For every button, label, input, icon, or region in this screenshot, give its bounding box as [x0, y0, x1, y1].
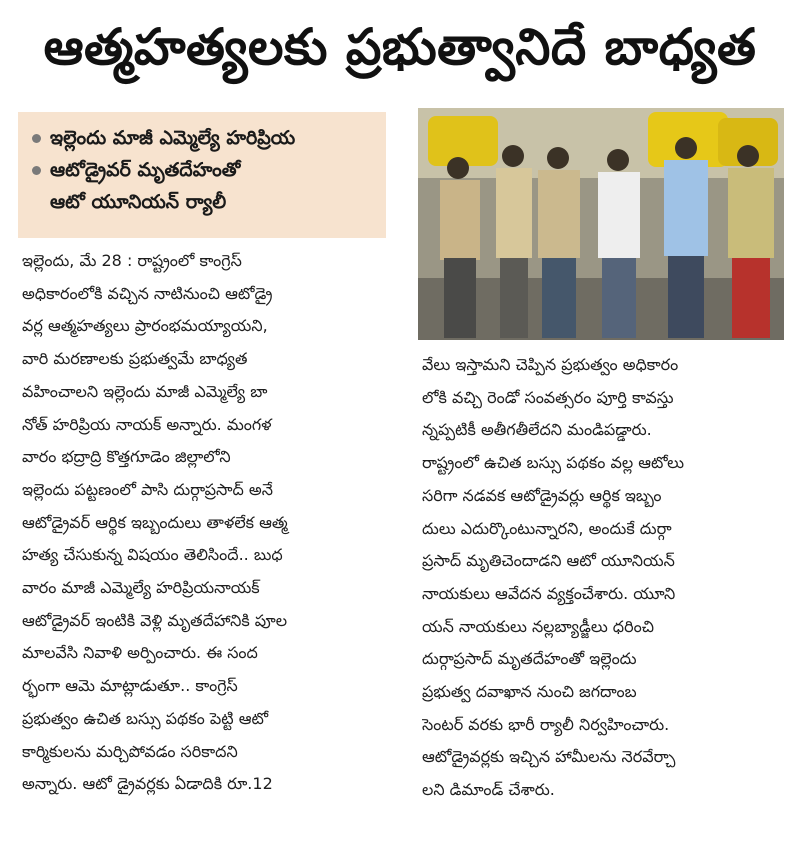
bullet-icon: [32, 134, 41, 143]
article-line: ఆటోడ్రైవర్లకు ఇచ్చిన హామీలను నెరవేర్చా: [422, 747, 676, 767]
bullet-icon: [32, 166, 41, 175]
highlight-line: ఆటో యూనియన్ ర్యాలీ: [50, 191, 227, 213]
article-line: ప్రసాద్ మృతిచెందాడని ఆటో యూనియన్: [422, 551, 675, 571]
highlight-line: ఇల్లెందు మాజీ ఎమ్మెల్యే హరిప్రియ: [50, 127, 296, 149]
article-line: ప్రభుత్వం ఉచిత బస్సు పథకం పెట్టి ఆటో: [22, 708, 269, 728]
article-line: కార్మికులను మర్చిపోవడం సరికాదని: [22, 741, 238, 761]
headline: ఆత్మహత్యలకు ప్రభుత్వానిదే బాధ్యత: [43, 18, 757, 76]
article-line: ఇల్లెందు పట్టణంలో పాసి దుర్గాప్రసాద్ అనే: [22, 479, 273, 499]
article-line: లోకి వచ్చి రెండో సంవత్సరం పూర్తి కావస్తు: [422, 387, 674, 407]
article-line: నాయకులు ఆవేదన వ్యక్తంచేశారు. యూని: [422, 583, 676, 603]
article-line: లని డిమాండ్ చేశారు.: [422, 780, 555, 800]
article-line: వహించాలని ఇల్లెందు మాజీ ఎమ్మెల్యే బా: [22, 381, 268, 401]
article-line: ఆటోడ్రైవర్ ఆర్థిక ఇబ్బందులు తాళలేక ఆత్మ: [22, 512, 288, 532]
article-line: వేలు ఇస్తామని చెప్పిన ప్రభుత్వం అధికారం: [422, 355, 679, 374]
article-line: సెంటర్ వరకు భారీ ర్యాలీ నిర్వహించారు.: [422, 714, 670, 734]
article-line: వారం మాజీ ఎమ్మెల్యే హరిప్రియనాయక్: [22, 578, 260, 598]
highlights-box: [18, 112, 386, 238]
article-line: ప్రభుత్వ దవాఖాన నుంచి జగదాంబ: [422, 682, 637, 702]
article-line: న్నప్పటికీ అతీగతీలేదని మండిపడ్డారు.: [422, 420, 652, 440]
article-line: యన్ నాయకులు నల్లబ్యాడ్జీలు ధరించి: [422, 616, 654, 636]
article-line: ఇల్లెందు, మే 28 : రాష్ట్రంలో కాంగ్రెస్: [22, 251, 242, 270]
highlight-item: [30, 154, 374, 218]
highlight-item: [30, 122, 374, 154]
rally-photo-illustration: [418, 108, 784, 340]
article-left-column: [22, 245, 386, 801]
article-line: నోత్ హరిప్రియ నాయక్ అన్నారు. మంగళ: [22, 414, 272, 434]
article-line: సరిగా నడవక ఆటోడ్రైవర్లు ఆర్థిక ఇబ్బం: [422, 485, 662, 505]
article-line: దులు ఎదుర్కొంటున్నారని, అందుకే దుర్గా: [422, 518, 672, 538]
article-line: ర్భంగా ఆమె మాట్లాడుతూ.. కాంగ్రెస్: [22, 676, 238, 696]
article-line: వారి మరణాలకు ప్రభుత్వమే బాధ్యత: [22, 349, 248, 369]
article-right-column: [422, 349, 786, 807]
highlight-line: ఆటోడ్రైవర్ మృతదేహంతో: [50, 159, 241, 181]
article-line: వర్ల ఆత్మహత్యలు ప్రారంభమయ్యాయని,: [22, 316, 268, 336]
article-line: మాలవేసి నివాళి అర్పించారు. ఈ సంద: [22, 643, 258, 663]
article-line: రాష్ట్రంలో ఉచిత బస్సు పథకం వల్ల ఆటోలు: [422, 453, 684, 473]
article-line: వారం భద్రాద్రి కొత్తగూడెం జిల్లాలోని: [22, 447, 231, 467]
article-line: అన్నారు. ఆటో డ్రైవర్లకు ఏడాదికి రూ.12: [22, 774, 273, 794]
article-line: అధికారంలోకి వచ్చిన నాటినుంచి ఆటోడ్రై: [22, 283, 273, 303]
article-line: ఆటోడ్రైవర్ ఇంటికి వెళ్లి మృతదేహానికి పూల: [22, 610, 288, 630]
news-photo: [418, 108, 784, 340]
article-line: హత్య చేసుకున్న విషయం తెలిసిందే.. బుధ: [22, 545, 283, 565]
article-line: దుర్గాప్రసాద్ మృతదేహంతో ఇల్లెందు: [422, 649, 637, 669]
